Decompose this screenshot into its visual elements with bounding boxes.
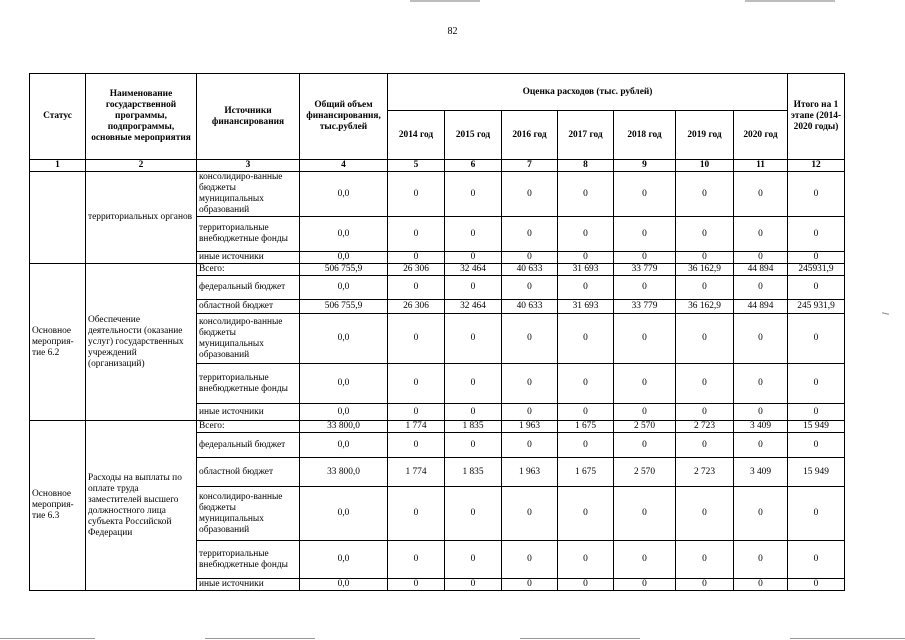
value-cell: 0: [558, 364, 614, 404]
col-number: 7: [502, 160, 558, 172]
total-cell: 0,0: [300, 433, 388, 458]
itogo-cell: 0: [788, 217, 845, 252]
total-cell: 0,0: [300, 314, 388, 364]
source-cell: территориальные внебюджетные фонды: [197, 217, 300, 252]
itogo-cell: 0: [788, 487, 845, 541]
header-year: 2015 год: [445, 111, 502, 160]
value-cell: 0: [676, 217, 734, 252]
source-cell: Всего:: [197, 264, 300, 276]
value-cell: 0: [445, 276, 502, 300]
value-cell: 33 779: [614, 300, 676, 314]
value-cell: 1 774: [388, 458, 445, 487]
measure-name: Обеспечение деятельности (оказание услуг) государственных учреждений (организаций): [86, 264, 197, 421]
value-cell: 0: [614, 252, 676, 264]
value-cell: 31 693: [558, 264, 614, 276]
source-cell: областной бюджет: [197, 458, 300, 487]
value-cell: 0: [558, 404, 614, 421]
itogo-cell: 0: [788, 314, 845, 364]
value-cell: 0: [502, 252, 558, 264]
value-cell: 40 633: [502, 300, 558, 314]
value-cell: 0: [502, 487, 558, 541]
total-cell: 0,0: [300, 252, 388, 264]
value-cell: 1 675: [558, 458, 614, 487]
value-cell: 0: [614, 487, 676, 541]
value-cell: 0: [614, 217, 676, 252]
value-cell: 3 409: [734, 421, 788, 433]
table-header: [30, 74, 845, 172]
value-cell: 0: [445, 487, 502, 541]
value-cell: 0: [614, 404, 676, 421]
value-cell: 0: [502, 217, 558, 252]
value-cell: 0: [676, 433, 734, 458]
value-cell: 0: [614, 276, 676, 300]
value-cell: 0: [445, 404, 502, 421]
source-cell: консолидиро-ванные бюджеты муниципальных образований: [197, 487, 300, 541]
total-cell: 0,0: [300, 364, 388, 404]
value-cell: 0: [388, 541, 445, 579]
itogo-cell: 0: [788, 541, 845, 579]
value-cell: 0: [388, 217, 445, 252]
value-cell: 2 723: [676, 458, 734, 487]
col-number: 11: [734, 160, 788, 172]
total-cell: 0,0: [300, 487, 388, 541]
col-number: 1: [30, 160, 86, 172]
source-cell: федеральный бюджет: [197, 276, 300, 300]
value-cell: 0: [558, 433, 614, 458]
header-year: 2014 год: [388, 111, 445, 160]
value-cell: 0: [676, 364, 734, 404]
value-cell: 0: [558, 252, 614, 264]
value-cell: 1 774: [388, 421, 445, 433]
value-cell: 0: [676, 487, 734, 541]
value-cell: 0: [388, 364, 445, 404]
value-cell: 0: [558, 314, 614, 364]
value-cell: 1 963: [502, 421, 558, 433]
total-cell: 0,0: [300, 541, 388, 579]
source-cell: иные источники: [197, 404, 300, 421]
value-cell: 0: [734, 276, 788, 300]
value-cell: 0: [676, 541, 734, 579]
value-cell: 0: [558, 276, 614, 300]
value-cell: 26 306: [388, 300, 445, 314]
header-name: Наименование государственной программы, подпрограммы, основные мероприятия: [86, 74, 197, 160]
value-cell: 0: [734, 487, 788, 541]
header-year: 2017 год: [558, 111, 614, 160]
value-cell: 0: [388, 579, 445, 591]
value-cell: 0: [388, 276, 445, 300]
value-cell: 0: [676, 314, 734, 364]
col-number: 4: [300, 160, 388, 172]
source-cell: территориальные внебюджетные фонды: [197, 364, 300, 404]
itogo-cell: 245 931,9: [788, 300, 845, 314]
value-cell: 0: [558, 487, 614, 541]
total-cell: 0,0: [300, 404, 388, 421]
value-cell: 0: [445, 172, 502, 217]
table-body: [30, 172, 845, 591]
value-cell: 2 723: [676, 421, 734, 433]
itogo-cell: 0: [788, 404, 845, 421]
header-estimate: Оценка расходов (тыс. рублей): [388, 74, 788, 111]
value-cell: 0: [676, 252, 734, 264]
itogo-cell: 0: [788, 252, 845, 264]
value-cell: 0: [676, 404, 734, 421]
value-cell: 0: [502, 172, 558, 217]
value-cell: 0: [614, 433, 676, 458]
header-sources: Источники финансирования: [197, 74, 300, 160]
source-cell: консолидиро-ванные бюджеты муниципальных образований: [197, 314, 300, 364]
itogo-cell: 0: [788, 276, 845, 300]
col-number: 2: [86, 160, 197, 172]
value-cell: 0: [445, 252, 502, 264]
total-cell: 506 755,9: [300, 300, 388, 314]
value-cell: 32 464: [445, 264, 502, 276]
value-cell: 0: [734, 172, 788, 217]
value-cell: 44 894: [734, 264, 788, 276]
value-cell: 0: [445, 364, 502, 404]
value-cell: 1 835: [445, 458, 502, 487]
status-cell: Основное мероприя-тие 6.2: [30, 264, 86, 421]
col-number: 6: [445, 160, 502, 172]
value-cell: 0: [734, 364, 788, 404]
value-cell: 0: [614, 541, 676, 579]
itogo-cell: 245931,9: [788, 264, 845, 276]
itogo-cell: 0: [788, 579, 845, 591]
source-cell: иные источники: [197, 579, 300, 591]
value-cell: 0: [502, 364, 558, 404]
measure-name: территориальных органов: [86, 172, 197, 264]
header-itogo: Итого на 1 этапе (2014-2020 годы): [788, 74, 845, 160]
status-cell: Основное мероприя-тие 6.3: [30, 421, 86, 591]
value-cell: 0: [558, 172, 614, 217]
value-cell: 1 835: [445, 421, 502, 433]
value-cell: 2 570: [614, 458, 676, 487]
value-cell: 0: [445, 579, 502, 591]
page-number: 82: [447, 26, 458, 37]
itogo-cell: 0: [788, 364, 845, 404]
value-cell: 1 675: [558, 421, 614, 433]
total-cell: 33 800,0: [300, 421, 388, 433]
value-cell: 0: [734, 433, 788, 458]
header-year: 2020 год: [734, 111, 788, 160]
value-cell: 3 409: [734, 458, 788, 487]
itogo-cell: 15 949: [788, 458, 845, 487]
header-year: 2016 год: [502, 111, 558, 160]
col-number: 9: [614, 160, 676, 172]
value-cell: 26 306: [388, 264, 445, 276]
total-cell: 33 800,0: [300, 458, 388, 487]
value-cell: 0: [445, 314, 502, 364]
header-total: Общий объем финансирования, тыс.рублей: [300, 74, 388, 160]
value-cell: 0: [388, 433, 445, 458]
col-number: 3: [197, 160, 300, 172]
source-cell: иные источники: [197, 252, 300, 264]
value-cell: 0: [502, 404, 558, 421]
value-cell: 0: [614, 314, 676, 364]
total-cell: 0,0: [300, 217, 388, 252]
total-cell: 0,0: [300, 579, 388, 591]
scan-mark: [882, 312, 889, 314]
source-cell: Всего:: [197, 421, 300, 433]
value-cell: 0: [558, 541, 614, 579]
value-cell: 1 963: [502, 458, 558, 487]
value-cell: 0: [445, 433, 502, 458]
table-row: [30, 421, 845, 433]
source-cell: территориальные внебюджетные фонды: [197, 541, 300, 579]
scan-edge-bottom: [0, 636, 905, 640]
itogo-cell: 0: [788, 433, 845, 458]
value-cell: 0: [614, 579, 676, 591]
header-status: Статус: [30, 74, 86, 160]
header-year: 2018 год: [614, 111, 676, 160]
header-year: 2019 год: [676, 111, 734, 160]
value-cell: 32 464: [445, 300, 502, 314]
value-cell: 0: [614, 364, 676, 404]
value-cell: 0: [734, 404, 788, 421]
value-cell: 0: [388, 314, 445, 364]
col-number: 10: [676, 160, 734, 172]
value-cell: 0: [388, 172, 445, 217]
col-number: 12: [788, 160, 845, 172]
value-cell: 44 894: [734, 300, 788, 314]
value-cell: 0: [734, 217, 788, 252]
value-cell: 0: [734, 579, 788, 591]
table-row: [30, 172, 845, 217]
value-cell: 0: [614, 172, 676, 217]
value-cell: 2 570: [614, 421, 676, 433]
value-cell: 0: [558, 579, 614, 591]
expenditure-table: [29, 73, 845, 591]
source-cell: консолидиро-ванные бюджеты муниципальных образований: [197, 172, 300, 217]
value-cell: 0: [388, 404, 445, 421]
itogo-cell: 0: [788, 172, 845, 217]
value-cell: 0: [676, 276, 734, 300]
source-cell: федеральный бюджет: [197, 433, 300, 458]
value-cell: 0: [676, 172, 734, 217]
value-cell: 0: [502, 579, 558, 591]
col-number: 5: [388, 160, 445, 172]
value-cell: 0: [388, 487, 445, 541]
value-cell: 0: [502, 541, 558, 579]
total-cell: 506 755,9: [300, 264, 388, 276]
col-number: 8: [558, 160, 614, 172]
itogo-cell: 15 949: [788, 421, 845, 433]
value-cell: 36 162,9: [676, 300, 734, 314]
value-cell: 0: [734, 314, 788, 364]
scan-edge-top: [0, 0, 905, 3]
measure-name: Расходы на выплаты по оплате труда заместителей высшего должностного лица субъекта Российской Федерации: [86, 421, 197, 591]
value-cell: 0: [388, 252, 445, 264]
value-cell: 31 693: [558, 300, 614, 314]
value-cell: 0: [734, 541, 788, 579]
value-cell: 0: [502, 314, 558, 364]
value-cell: 0: [502, 276, 558, 300]
value-cell: 36 162,9: [676, 264, 734, 276]
value-cell: 33 779: [614, 264, 676, 276]
value-cell: 0: [676, 579, 734, 591]
value-cell: 0: [445, 217, 502, 252]
status-cell: [30, 172, 86, 264]
value-cell: 0: [558, 217, 614, 252]
value-cell: 0: [734, 252, 788, 264]
value-cell: 40 633: [502, 264, 558, 276]
value-cell: 0: [502, 433, 558, 458]
source-cell: областной бюджет: [197, 300, 300, 314]
total-cell: 0,0: [300, 276, 388, 300]
total-cell: 0,0: [300, 172, 388, 217]
value-cell: 0: [445, 541, 502, 579]
table-row: [30, 264, 845, 276]
